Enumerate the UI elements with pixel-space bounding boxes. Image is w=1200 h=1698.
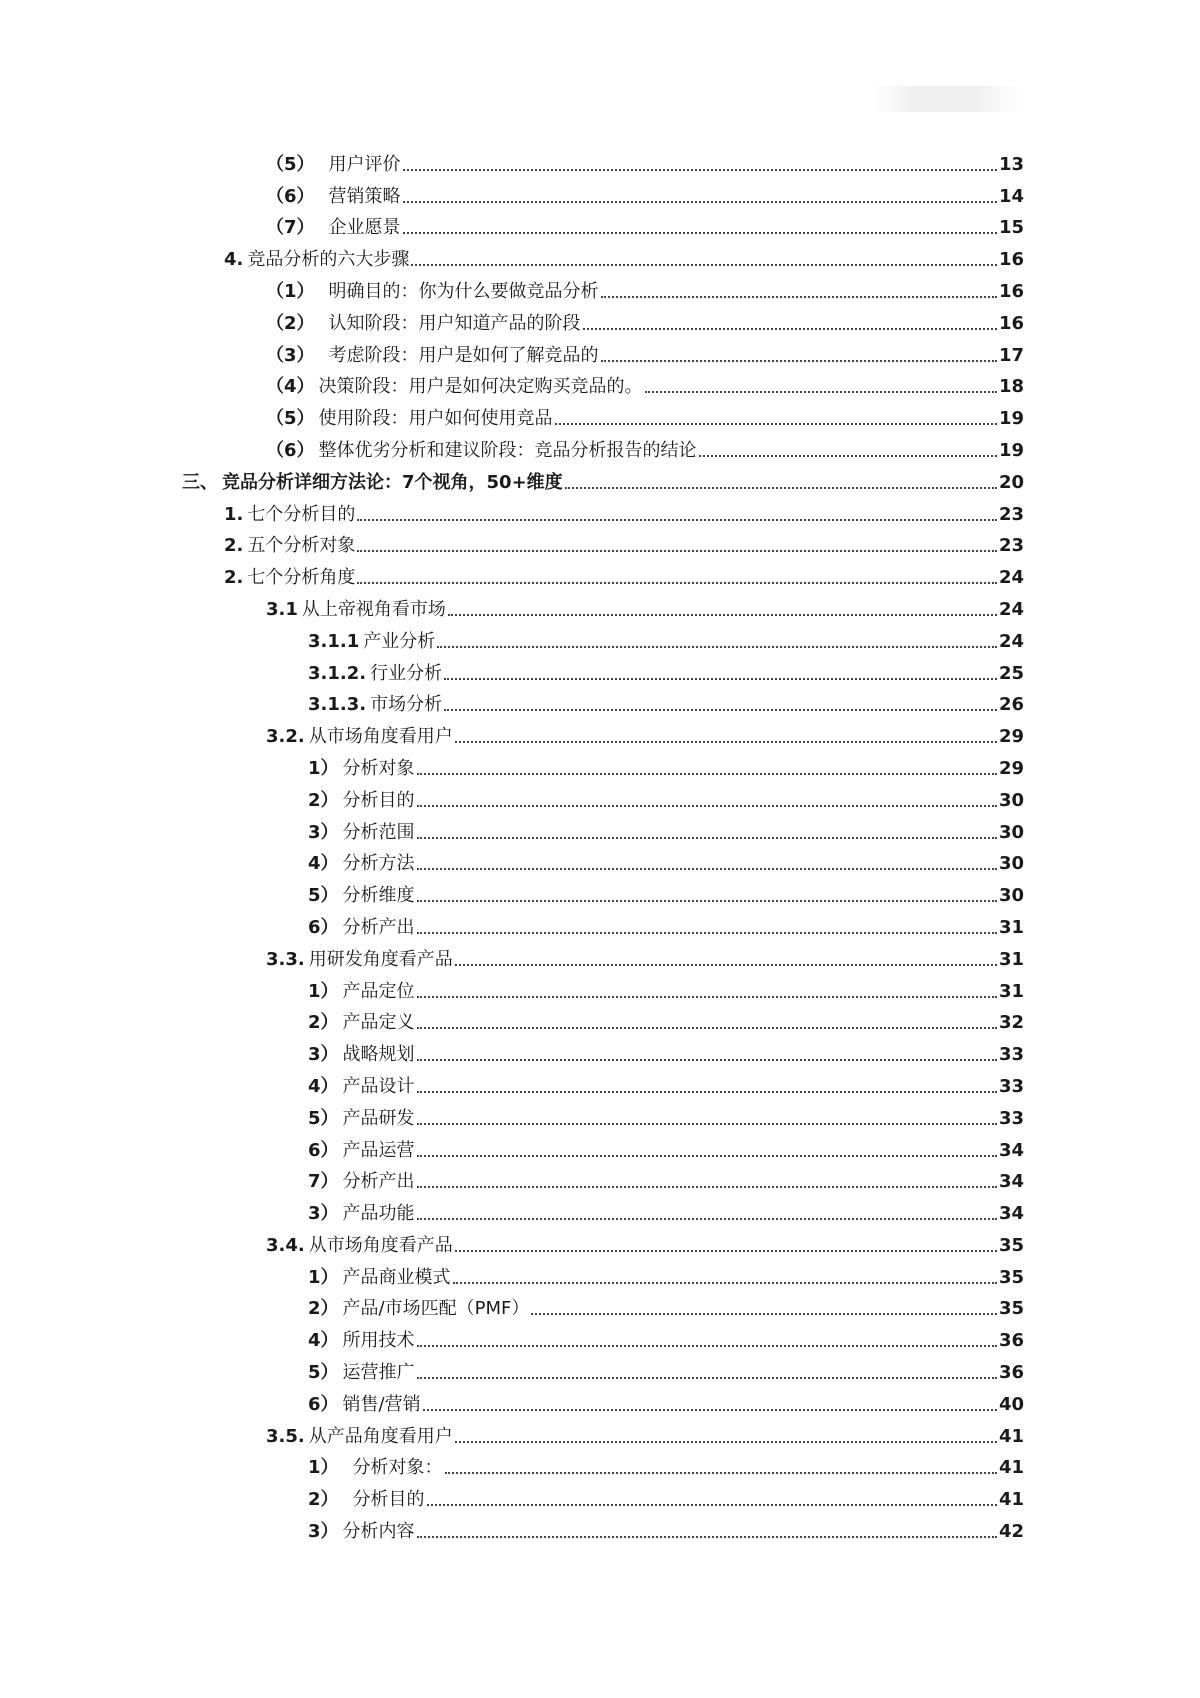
toc-dot-leader bbox=[423, 1409, 997, 1411]
toc-entry-number: 1. bbox=[224, 503, 244, 525]
toc-entry-title: 所用技术 bbox=[342, 1330, 415, 1352]
toc-entry[interactable] bbox=[0, 686, 1200, 718]
toc-dot-leader bbox=[357, 519, 997, 521]
toc-entry-number: 1） bbox=[308, 980, 339, 1002]
toc-dot-leader bbox=[437, 646, 997, 648]
toc-dot-leader bbox=[357, 582, 997, 584]
toc-dot-leader bbox=[417, 773, 997, 775]
toc-dot-leader bbox=[411, 264, 997, 266]
toc-page-number: 16 bbox=[998, 280, 1024, 302]
toc-entry[interactable] bbox=[0, 145, 1200, 177]
toc-dot-leader bbox=[417, 1377, 997, 1379]
toc-entry-title: 企业愿景 bbox=[328, 217, 401, 239]
toc-entry[interactable] bbox=[0, 1004, 1200, 1036]
toc-page-number: 41 bbox=[998, 1457, 1024, 1479]
toc-entry-number: （4） bbox=[266, 376, 315, 398]
toc-entry[interactable] bbox=[0, 177, 1200, 209]
toc-entry-number: （5） bbox=[266, 408, 315, 430]
toc-dot-leader bbox=[565, 487, 997, 489]
toc-entry-number: 2. bbox=[224, 535, 244, 557]
toc-dot-leader bbox=[699, 455, 997, 457]
toc-entry-title: 分析对象： bbox=[352, 1457, 443, 1479]
toc-entry-number: （6） bbox=[266, 439, 315, 461]
toc-entry-number: 1） bbox=[308, 1457, 339, 1479]
toc-entry-title: 产品功能 bbox=[342, 1203, 415, 1225]
toc-entry-number: 2） bbox=[308, 789, 339, 811]
toc-page-number: 34 bbox=[998, 1139, 1024, 1161]
toc-page-number: 26 bbox=[998, 694, 1024, 716]
toc-entry[interactable] bbox=[0, 972, 1200, 1004]
toc-entry[interactable] bbox=[0, 749, 1200, 781]
toc-entry[interactable] bbox=[0, 1163, 1200, 1195]
toc-entry-title: 五个分析对象 bbox=[247, 535, 356, 557]
toc-entry[interactable] bbox=[0, 590, 1200, 622]
toc-dot-leader bbox=[601, 296, 997, 298]
toc-entry-title: 竞品分析的六大步骤 bbox=[247, 249, 410, 271]
toc-page-number: 33 bbox=[998, 1107, 1024, 1129]
toc-dot-leader bbox=[417, 932, 997, 934]
toc-dot-leader bbox=[448, 614, 997, 616]
toc-entry[interactable] bbox=[0, 368, 1200, 400]
toc-entry[interactable] bbox=[0, 1353, 1200, 1385]
toc-entry[interactable] bbox=[0, 209, 1200, 241]
toc-entry[interactable] bbox=[0, 622, 1200, 654]
toc-entry-number: 3.4. bbox=[266, 1234, 305, 1256]
toc-page-number: 25 bbox=[998, 662, 1024, 684]
toc-entry-title: 从市场角度看产品 bbox=[308, 1234, 453, 1256]
table-of-contents bbox=[0, 145, 1200, 1544]
toc-page-number: 33 bbox=[998, 1044, 1024, 1066]
toc-entry-number: 3） bbox=[308, 821, 339, 843]
toc-entry[interactable] bbox=[0, 781, 1200, 813]
toc-entry[interactable] bbox=[0, 1321, 1200, 1353]
toc-dot-leader bbox=[417, 1091, 997, 1093]
toc-page-number: 41 bbox=[998, 1489, 1024, 1511]
toc-entry[interactable] bbox=[0, 558, 1200, 590]
toc-entry[interactable] bbox=[0, 431, 1200, 463]
toc-entry[interactable] bbox=[0, 876, 1200, 908]
toc-page-number: 15 bbox=[998, 217, 1024, 239]
toc-page-number: 17 bbox=[998, 344, 1024, 366]
toc-page-number: 30 bbox=[998, 821, 1024, 843]
toc-entry-title: 明确目的：你为什么要做竞品分析 bbox=[328, 280, 599, 302]
toc-entry-title: 分析范围 bbox=[342, 821, 415, 843]
toc-dot-leader bbox=[453, 1282, 997, 1284]
toc-dot-leader bbox=[417, 1345, 997, 1347]
toc-entry[interactable] bbox=[0, 1099, 1200, 1131]
toc-entry[interactable] bbox=[0, 1449, 1200, 1481]
toc-page-number: 31 bbox=[998, 948, 1024, 970]
toc-entry-title: 产品商业模式 bbox=[342, 1266, 451, 1288]
toc-entry-title: 分析产出 bbox=[342, 916, 415, 938]
toc-entry-number: 3.5. bbox=[266, 1425, 305, 1447]
toc-page-number: 29 bbox=[998, 757, 1024, 779]
toc-page-number: 24 bbox=[998, 598, 1024, 620]
toc-dot-leader bbox=[417, 996, 997, 998]
toc-entry-number: （2） bbox=[266, 312, 315, 334]
toc-dot-leader bbox=[455, 1441, 997, 1443]
toc-dot-leader bbox=[417, 1218, 997, 1220]
toc-entry-number: 1） bbox=[308, 757, 339, 779]
toc-entry[interactable] bbox=[0, 463, 1200, 495]
toc-entry[interactable] bbox=[0, 1417, 1200, 1449]
toc-entry[interactable] bbox=[0, 527, 1200, 559]
toc-dot-leader bbox=[417, 1155, 997, 1157]
toc-page-number: 35 bbox=[998, 1234, 1024, 1256]
toc-dot-leader bbox=[417, 1186, 997, 1188]
toc-page-number: 13 bbox=[998, 153, 1024, 175]
toc-entry-number: 4） bbox=[308, 853, 339, 875]
header-smudge bbox=[870, 86, 1020, 112]
toc-dot-leader bbox=[427, 1504, 997, 1506]
toc-dot-leader bbox=[403, 201, 997, 203]
toc-entry-title: 战略规划 bbox=[342, 1044, 415, 1066]
toc-dot-leader bbox=[417, 1123, 997, 1125]
toc-page-number: 36 bbox=[998, 1362, 1024, 1384]
toc-dot-leader bbox=[455, 1250, 997, 1252]
toc-entry-title: 分析目的 bbox=[352, 1489, 425, 1511]
toc-entry[interactable] bbox=[0, 1067, 1200, 1099]
toc-entry-number: 2） bbox=[308, 1012, 339, 1034]
toc-dot-leader bbox=[583, 328, 997, 330]
toc-page-number: 34 bbox=[998, 1203, 1024, 1225]
toc-dot-leader bbox=[417, 805, 997, 807]
toc-entry[interactable] bbox=[0, 1194, 1200, 1226]
toc-dot-leader bbox=[444, 678, 997, 680]
toc-entry-number: （5） bbox=[266, 153, 315, 175]
toc-entry-number: （7） bbox=[266, 217, 315, 239]
toc-entry-title: 产品研发 bbox=[342, 1107, 415, 1129]
toc-entry-title: 市场分析 bbox=[370, 694, 443, 716]
toc-entry[interactable] bbox=[0, 1226, 1200, 1258]
toc-entry[interactable] bbox=[0, 1480, 1200, 1512]
toc-dot-leader bbox=[417, 900, 997, 902]
toc-page-number: 30 bbox=[998, 789, 1024, 811]
toc-page-number: 14 bbox=[998, 185, 1024, 207]
toc-entry[interactable] bbox=[0, 1035, 1200, 1067]
toc-entry-number: （1） bbox=[266, 280, 315, 302]
toc-page-number: 23 bbox=[998, 535, 1024, 557]
toc-entry[interactable] bbox=[0, 908, 1200, 940]
toc-dot-leader bbox=[417, 1059, 997, 1061]
toc-entry-number: 3） bbox=[308, 1203, 339, 1225]
toc-page-number: 30 bbox=[998, 853, 1024, 875]
toc-dot-leader bbox=[531, 1313, 997, 1315]
toc-entry-title: 从市场角度看用户 bbox=[308, 726, 453, 748]
toc-dot-leader bbox=[444, 709, 997, 711]
toc-entry-number: 5） bbox=[308, 1107, 339, 1129]
toc-page-number: 30 bbox=[998, 885, 1024, 907]
toc-page-number: 24 bbox=[998, 630, 1024, 652]
toc-page-number: 34 bbox=[998, 1171, 1024, 1193]
toc-entry[interactable] bbox=[0, 1290, 1200, 1322]
toc-entry-title: 竞品分析详细方法论：7个视角，50+维度 bbox=[222, 471, 563, 493]
toc-page-number: 24 bbox=[998, 567, 1024, 589]
toc-page-number: 41 bbox=[998, 1425, 1024, 1447]
toc-dot-leader bbox=[357, 550, 997, 552]
toc-page-number: 32 bbox=[998, 1012, 1024, 1034]
toc-entry-number: （3） bbox=[266, 344, 315, 366]
toc-entry-number: 7） bbox=[308, 1171, 339, 1193]
toc-entry-number: 3.1.1 bbox=[308, 630, 360, 652]
toc-dot-leader bbox=[455, 964, 997, 966]
toc-page-number: 20 bbox=[998, 471, 1024, 493]
toc-page-number: 16 bbox=[998, 249, 1024, 271]
toc-entry-title: 产品定位 bbox=[342, 980, 415, 1002]
toc-dot-leader bbox=[403, 169, 997, 171]
toc-entry-number: 3.1 bbox=[266, 598, 298, 620]
toc-entry-number: 3.1.3. bbox=[308, 694, 367, 716]
toc-entry[interactable] bbox=[0, 1131, 1200, 1163]
toc-entry-title: 考虑阶段：用户是如何了解竞品的 bbox=[328, 344, 599, 366]
toc-entry-title: 整体优劣分析和建议阶段：竞品分析报告的结论 bbox=[318, 439, 697, 461]
toc-entry-title: 使用阶段：用户如何使用竞品 bbox=[318, 408, 553, 430]
toc-entry-title: 分析对象 bbox=[342, 757, 415, 779]
toc-dot-leader bbox=[403, 232, 997, 234]
toc-entry-number: 2） bbox=[308, 1489, 339, 1511]
toc-entry-title: 行业分析 bbox=[370, 662, 443, 684]
toc-entry-number: 5） bbox=[308, 885, 339, 907]
toc-page-number: 33 bbox=[998, 1075, 1024, 1097]
toc-entry-title: 营销策略 bbox=[328, 185, 401, 207]
toc-entry-number: 3.3. bbox=[266, 948, 305, 970]
toc-entry-title: 产品设计 bbox=[342, 1075, 415, 1097]
toc-entry-title: 分析产出 bbox=[342, 1171, 415, 1193]
toc-page-number: 35 bbox=[998, 1298, 1024, 1320]
toc-entry-title: 产品运营 bbox=[342, 1139, 415, 1161]
toc-page-number: 36 bbox=[998, 1330, 1024, 1352]
toc-entry-number: 3.2. bbox=[266, 726, 305, 748]
toc-entry-title: 分析维度 bbox=[342, 885, 415, 907]
toc-entry-number: 4） bbox=[308, 1075, 339, 1097]
toc-entry-title: 认知阶段：用户知道产品的阶段 bbox=[328, 312, 581, 334]
toc-entry-title: 产品/市场匹配（PMF） bbox=[342, 1298, 530, 1320]
toc-dot-leader bbox=[645, 391, 997, 393]
toc-entry-number: 3.1.2. bbox=[308, 662, 367, 684]
toc-page-number: 19 bbox=[998, 439, 1024, 461]
toc-dot-leader bbox=[455, 741, 997, 743]
toc-entry-title: 产品定义 bbox=[342, 1012, 415, 1034]
toc-entry-number: 3） bbox=[308, 1044, 339, 1066]
toc-entry[interactable] bbox=[0, 813, 1200, 845]
toc-entry-title: 用户评价 bbox=[328, 153, 401, 175]
toc-page-number: 18 bbox=[998, 376, 1024, 398]
toc-dot-leader bbox=[417, 868, 997, 870]
toc-entry[interactable] bbox=[0, 1385, 1200, 1417]
toc-entry[interactable] bbox=[0, 495, 1200, 527]
toc-entry-title: 销售/营销 bbox=[342, 1393, 421, 1415]
toc-page-number: 40 bbox=[998, 1393, 1024, 1415]
toc-entry-number: 三、 bbox=[182, 471, 218, 493]
toc-entry-title: 从上帝视角看市场 bbox=[301, 598, 446, 620]
toc-entry-number: 3） bbox=[308, 1521, 339, 1543]
toc-entry-title: 分析目的 bbox=[342, 789, 415, 811]
toc-dot-leader bbox=[555, 423, 997, 425]
toc-entry[interactable] bbox=[0, 1258, 1200, 1290]
toc-entry-number: （6） bbox=[266, 185, 315, 207]
toc-entry-number: 6） bbox=[308, 1139, 339, 1161]
toc-dot-leader bbox=[417, 1536, 997, 1538]
toc-dot-leader bbox=[417, 1027, 997, 1029]
toc-entry[interactable] bbox=[0, 399, 1200, 431]
toc-entry-number: 5） bbox=[308, 1362, 339, 1384]
toc-entry[interactable] bbox=[0, 654, 1200, 686]
toc-dot-leader bbox=[601, 360, 997, 362]
toc-page-number: 29 bbox=[998, 726, 1024, 748]
toc-entry-title: 决策阶段：用户是如何决定购买竞品的。 bbox=[318, 376, 643, 398]
toc-dot-leader bbox=[417, 837, 997, 839]
toc-entry-number: 4） bbox=[308, 1330, 339, 1352]
toc-page-number: 42 bbox=[998, 1521, 1024, 1543]
toc-entry-title: 产业分析 bbox=[363, 630, 436, 652]
toc-entry-number: 1） bbox=[308, 1266, 339, 1288]
toc-entry[interactable] bbox=[0, 717, 1200, 749]
toc-page-number: 35 bbox=[998, 1266, 1024, 1288]
toc-entry[interactable] bbox=[0, 940, 1200, 972]
toc-page-number: 19 bbox=[998, 408, 1024, 430]
toc-entry[interactable] bbox=[0, 304, 1200, 336]
toc-entry-number: 2） bbox=[308, 1298, 339, 1320]
toc-entry[interactable] bbox=[0, 240, 1200, 272]
toc-entry-number: 6） bbox=[308, 916, 339, 938]
toc-entry-number: 4. bbox=[224, 249, 244, 271]
toc-entry-title: 分析方法 bbox=[342, 853, 415, 875]
toc-page-number: 31 bbox=[998, 916, 1024, 938]
toc-entry[interactable] bbox=[0, 1512, 1200, 1544]
toc-entry-title: 用研发角度看产品 bbox=[308, 948, 453, 970]
toc-entry[interactable] bbox=[0, 272, 1200, 304]
toc-entry-number: 2. bbox=[224, 567, 244, 589]
toc-entry-title: 分析内容 bbox=[342, 1521, 415, 1543]
toc-page-number: 16 bbox=[998, 312, 1024, 334]
toc-entry-title: 运营推广 bbox=[342, 1362, 415, 1384]
toc-entry[interactable] bbox=[0, 336, 1200, 368]
toc-dot-leader bbox=[445, 1472, 997, 1474]
toc-entry-title: 从产品角度看用户 bbox=[308, 1425, 453, 1447]
toc-entry[interactable] bbox=[0, 845, 1200, 877]
toc-page-number: 31 bbox=[998, 980, 1024, 1002]
toc-entry-number: 6） bbox=[308, 1393, 339, 1415]
toc-page-number: 23 bbox=[998, 503, 1024, 525]
toc-entry-title: 七个分析目的 bbox=[247, 503, 356, 525]
toc-entry-title: 七个分析角度 bbox=[247, 567, 356, 589]
